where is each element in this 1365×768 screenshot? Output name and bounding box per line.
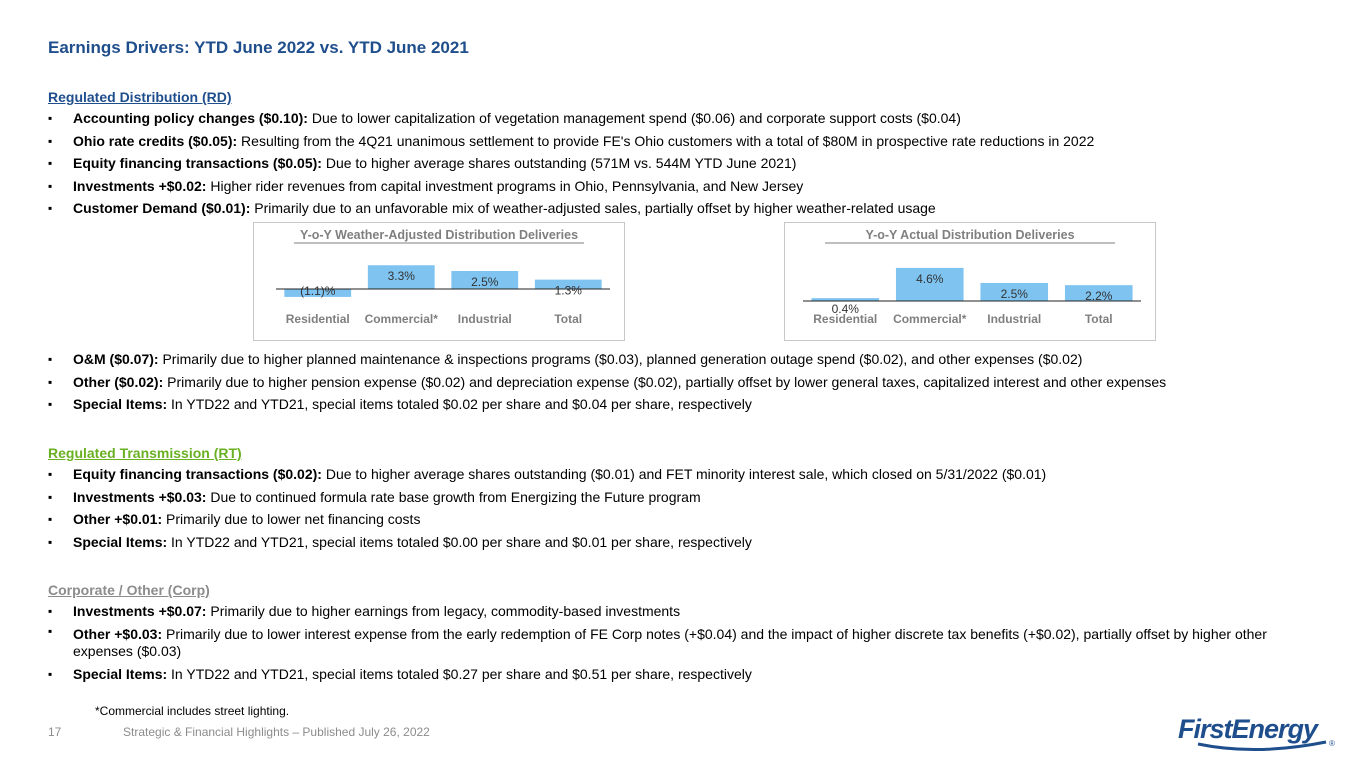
data-label: 2.5%	[1000, 287, 1028, 301]
data-label: 1.3%	[554, 283, 582, 298]
corp-bullets	[48, 600, 1308, 685]
bullet-text: Primarily due to higher earnings from legacy, commodity-based investments	[206, 603, 681, 619]
bullet-text: Primarily due to higher planned maintenance & inspections programs ($0.03), planned generation outage spend ($0.02), and other expenses ($0.02)	[158, 351, 1083, 367]
bullet	[48, 348, 1308, 371]
category-label: Residential	[285, 312, 350, 326]
category-label: Total	[554, 312, 583, 326]
bullet	[48, 175, 1308, 198]
bullet	[48, 623, 1308, 663]
bullet	[48, 371, 1308, 394]
bullet-text: In YTD22 and YTD21, special items totaled $0.27 per share and $0.51 per share, respectively	[167, 665, 752, 682]
data-label: 0.4%	[831, 302, 859, 317]
bullet-text: Primarily due to lower net financing costs	[162, 511, 421, 527]
bullet-text: Due to higher average shares outstanding ($0.01) and FET minority interest sale, which closed on 5/31/2022 ($0.01)	[321, 466, 1047, 482]
bullet-label: Investments +$0.03:	[73, 488, 207, 505]
bullet-label: Customer Demand ($0.01):	[73, 200, 251, 216]
page-number: 17	[48, 725, 62, 739]
bullet-label: Other ($0.02):	[73, 373, 164, 390]
category-label: Industrial	[987, 312, 1042, 326]
bullet	[48, 463, 1308, 486]
bullet-text: Due to continued formula rate base growth from Energizing the Future program	[206, 488, 701, 505]
bullet	[48, 508, 1308, 531]
bullet-label: Investments +$0.02:	[73, 177, 207, 194]
bullet-label: Special Items:	[73, 396, 168, 412]
bullet-label: Special Items:	[73, 533, 168, 550]
category-label: Total	[1084, 312, 1113, 326]
bullet-label: Other +$0.01:	[73, 511, 163, 527]
chart-actual	[784, 222, 1156, 341]
data-label: 2.5%	[471, 275, 499, 289]
rd-bullets-a	[48, 107, 1308, 220]
chart-actual-svg	[785, 223, 1155, 340]
bullet-label: Investments +$0.07:	[73, 603, 207, 619]
bullet-label: O&M ($0.07):	[73, 351, 159, 367]
bullet-text: Due to lower capitalization of vegetation management spend ($0.06) and corporate support costs ($0.04)	[307, 110, 961, 126]
footnote: *Commercial includes street lighting.	[95, 704, 290, 718]
rt-bullets	[48, 463, 1308, 553]
bullet-label: Special Items:	[73, 665, 168, 682]
bullet-text: Higher rider revenues from capital investment programs in Ohio, Pennsylvania, and New Jersey	[206, 177, 804, 194]
logo-text: FirstEnergy	[1178, 714, 1318, 744]
data-label: (1.1)%	[300, 284, 336, 298]
bullet	[48, 600, 1308, 623]
footer-text: Strategic & Financial Highlights – Published July 26, 2022	[123, 725, 430, 739]
page-title: Earnings Drivers: YTD June 2022 vs. YTD June 2021	[48, 38, 469, 57]
bullet	[48, 663, 1308, 686]
bullet	[48, 107, 1308, 130]
data-label: 3.3%	[387, 269, 415, 284]
section-heading-corp: Corporate / Other (Corp)	[48, 582, 210, 598]
bullet-text: Resulting from the 4Q21 unanimous settlement to provide FE's Ohio customers with a total of $80M in prospective rate reductions in 2022	[237, 132, 1095, 149]
bullet-text: Primarily due to an unfavorable mix of weather-adjusted sales, partially offset by higher weather-related usage	[250, 200, 936, 216]
bullet-text: Due to higher average shares outstanding (571M vs. 544M YTD June 2021)	[321, 155, 797, 171]
bullet-label: Equity financing transactions ($0.02):	[73, 466, 322, 482]
firstenergy-logo	[1176, 708, 1341, 758]
bullet-text: In YTD22 and YTD21, special items totaled $0.02 per share and $0.04 per share, respectively	[167, 396, 752, 412]
category-label: Industrial	[457, 312, 512, 326]
chart-weather-adjusted-svg	[254, 223, 624, 340]
bullet	[48, 531, 1308, 554]
chart-title-actual: Y-o-Y Actual Distribution Deliveries	[865, 228, 1075, 242]
section-heading-rd: Regulated Distribution (RD)	[48, 89, 232, 105]
bullet-text: Primarily due to higher pension expense ($0.02) and depreciation expense ($0.02), partially offset by lower general taxes, capitalized interest and other expenses	[163, 373, 1167, 390]
logo-registered-mark: ®	[1329, 739, 1335, 748]
chart-title-weather-adjusted: Y-o-Y Weather-Adjusted Distribution Deliveries	[299, 228, 579, 242]
bullet	[48, 197, 1308, 220]
category-label: Residential	[813, 312, 878, 326]
bullet	[48, 130, 1308, 153]
bullet-text: Primarily due to lower interest expense from the early redemption of FE Corp notes (+$0.04) and the impact of higher discrete tax benefits (+$0.02), partially offset by higher other expenses ($0.03)	[73, 625, 1267, 659]
data-label: 2.2%	[1085, 289, 1113, 304]
bullet-label: Equity financing transactions ($0.05):	[73, 155, 322, 171]
bullet-label: Accounting policy changes ($0.10):	[73, 110, 308, 126]
bullet	[48, 486, 1308, 509]
bullet	[48, 393, 1308, 416]
category-label: Commercial*	[364, 312, 438, 326]
bullet-text: In YTD22 and YTD21, special items totaled $0.00 per share and $0.01 per share, respectively	[167, 533, 752, 550]
data-label: 4.6%	[916, 271, 944, 286]
category-label: Commercial*	[893, 312, 967, 326]
rd-bullets-b	[48, 348, 1308, 416]
section-heading-rt: Regulated Transmission (RT)	[48, 445, 242, 461]
bullet-label: Ohio rate credits ($0.05):	[73, 132, 238, 149]
chart-weather-adjusted	[253, 222, 625, 341]
bullet	[48, 152, 1308, 175]
bullet-label: Other +$0.03:	[73, 625, 163, 642]
